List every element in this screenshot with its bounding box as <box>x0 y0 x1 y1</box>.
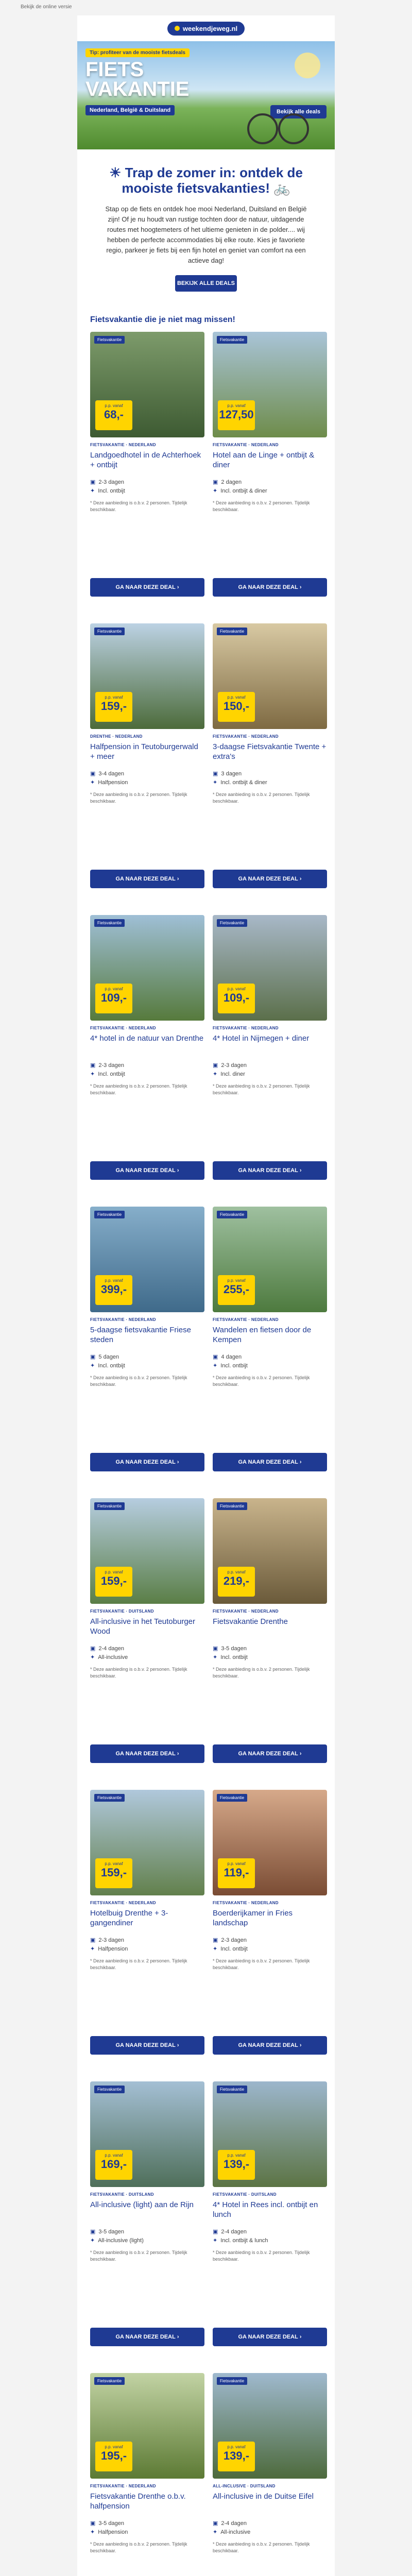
price-tag <box>218 1567 255 1597</box>
deal-title[interactable]: Fietsvakantie Drenthe <box>213 1617 288 1626</box>
price-amount: 119,- <box>224 1866 249 1879</box>
deal-board: Incl. ontbijt <box>98 1071 125 1077</box>
calendar-icon: ▣ <box>90 1646 96 1652</box>
price-label: p.p. vanaf <box>227 987 246 991</box>
hero-subtitle: Nederland, België & Duitsland <box>85 105 175 115</box>
deal-badge: Fietsvakantie <box>94 919 125 927</box>
calendar-icon: ▣ <box>213 771 218 777</box>
intro-body: Stap op de fiets en ontdek hoe mooi Nederland, Duitsland en België zijn! Of je nu houdt van rustige tochten door de natuur, uitdagende routes met hoogtemeters of het ultieme genieten in de polder.... wij hebben de perfecte accommodaties bij elke route. Kies je favoriete regio, parkeer je fiets bij een fijn hotel en geniet van comfort na een actieve dag! <box>105 205 307 264</box>
go-to-deal-label: GA NAAR DEZE DEAL <box>238 584 298 590</box>
deal-title[interactable]: All-inclusive (light) aan de Rijn <box>90 2200 194 2209</box>
intro-title: ☀ Trap de zomer in: ontdek de mooiste fietsvakanties! 🚲 <box>109 165 303 196</box>
deal-duration: 3-5 dagen <box>98 2229 124 2235</box>
deal-image[interactable] <box>90 332 204 437</box>
cutlery-icon: ✦ <box>90 779 95 786</box>
cutlery-icon: ✦ <box>90 1363 95 1369</box>
email-column <box>77 15 335 2576</box>
price-tag <box>95 1858 132 1888</box>
price-amount: 109,- <box>100 991 127 1004</box>
deal-info <box>90 2228 204 2245</box>
deal-card[interactable] <box>213 1498 327 1776</box>
price-label: p.p. vanaf <box>105 1570 123 1574</box>
deal-image[interactable] <box>213 2081 327 2187</box>
deal-card[interactable] <box>90 1790 204 2068</box>
deal-badge: Fietsvakantie <box>217 1794 247 1802</box>
deal-duration: 2-3 dagen <box>98 479 124 485</box>
go-to-deal-button[interactable]: GA NAAR DEZE DEAL › <box>90 2036 204 2055</box>
deal-fine-print: * Deze aanbieding is o.b.v. 2 personen. Tijdelijk beschikbaar. <box>90 1083 187 1095</box>
price-tag <box>218 2442 255 2471</box>
deal-card[interactable] <box>90 1207 204 1485</box>
deal-info <box>90 478 204 496</box>
price-tag <box>95 1275 132 1305</box>
deal-duration: 2-4 dagen <box>221 2229 247 2235</box>
deal-category: FIETSVAKANTIE · NEDERLAND <box>90 1317 156 1322</box>
deal-badge: Fietsvakantie <box>94 1502 125 1510</box>
price-label: p.p. vanaf <box>227 403 246 408</box>
price-tag <box>218 1275 255 1305</box>
deal-board: Halfpension <box>98 2529 128 2535</box>
deal-duration: 2-3 dagen <box>98 1937 124 1943</box>
calendar-icon: ▣ <box>213 1354 218 1360</box>
cutlery-icon: ✦ <box>90 2238 95 2244</box>
deal-duration: 2-4 dagen <box>98 1646 124 1652</box>
sun-icon <box>175 26 180 31</box>
hero-tagline: Tip: profiteer van de mooiste fietsdeals <box>85 48 190 57</box>
deal-duration: 3 dagen <box>221 771 242 777</box>
calendar-icon: ▣ <box>213 1937 218 1943</box>
go-to-deal-button[interactable]: GA NAAR DEZE DEAL › <box>213 2328 327 2346</box>
deal-board: Incl. ontbijt <box>98 488 125 494</box>
deal-info <box>213 770 327 787</box>
cutlery-icon: ✦ <box>90 1946 95 1952</box>
deal-fine-print: * Deze aanbieding is o.b.v. 2 personen. Tijdelijk beschikbaar. <box>213 2541 310 2553</box>
price-amount: 195,- <box>100 2449 127 2462</box>
price-tag <box>95 1567 132 1597</box>
deal-info <box>213 1061 327 1079</box>
calendar-icon: ▣ <box>90 1062 96 1069</box>
deal-info <box>213 1936 327 1954</box>
deal-image[interactable] <box>90 623 204 729</box>
cutlery-icon: ✦ <box>213 1654 218 1660</box>
go-to-deal-button[interactable]: GA NAAR DEZE DEAL › <box>213 578 327 597</box>
calendar-icon: ▣ <box>90 2229 96 2235</box>
deal-badge: Fietsvakantie <box>94 2086 125 2093</box>
cutlery-icon: ✦ <box>90 1071 95 1077</box>
price-amount: 159,- <box>100 1574 127 1587</box>
deal-category: FIETSVAKANTIE · DUITSLAND <box>90 1609 154 1614</box>
cutlery-icon: ✦ <box>213 2529 218 2535</box>
hero-title-line1: FIETS <box>85 58 144 81</box>
deal-duration: 2-3 dagen <box>221 1062 247 1069</box>
price-label: p.p. vanaf <box>105 695 123 700</box>
deal-image[interactable] <box>90 915 204 1021</box>
calendar-icon: ▣ <box>90 479 96 485</box>
go-to-deal-label: GA NAAR DEZE DEAL <box>115 584 176 590</box>
deal-card[interactable] <box>213 915 327 1193</box>
deal-title[interactable]: 5-daagse fietsvakantie Friese steden <box>90 1326 191 1344</box>
go-to-deal-button[interactable]: GA NAAR DEZE DEAL › <box>213 870 327 888</box>
deal-badge: Fietsvakantie <box>94 1211 125 1218</box>
calendar-icon: ▣ <box>213 2229 218 2235</box>
price-label: p.p. vanaf <box>105 1278 123 1283</box>
cutlery-icon: ✦ <box>90 488 95 494</box>
deal-duration: 4 dagen <box>221 1354 242 1360</box>
deal-image[interactable] <box>213 2373 327 2479</box>
deal-info <box>213 1645 327 1662</box>
deal-board: Incl. ontbijt <box>220 1363 248 1369</box>
deal-badge: Fietsvakantie <box>94 628 125 635</box>
deal-category: FIETSVAKANTIE · NEDERLAND <box>213 1026 279 1030</box>
deal-fine-print: * Deze aanbieding is o.b.v. 2 personen. Tijdelijk beschikbaar. <box>90 1375 187 1387</box>
hero-title <box>85 60 189 99</box>
price-tag <box>218 692 255 722</box>
deal-info <box>213 2519 327 2537</box>
price-label: p.p. vanaf <box>105 403 123 408</box>
price-label: p.p. vanaf <box>105 2445 123 2449</box>
view-all-deals-button[interactable]: BEKIJK ALLE DEALS <box>175 275 237 292</box>
deal-image[interactable] <box>90 2373 204 2479</box>
calendar-icon: ▣ <box>213 479 218 485</box>
price-amount: 150,- <box>223 700 250 713</box>
deal-card[interactable] <box>213 1790 327 2068</box>
deal-title[interactable]: All-inclusive in het Teutoburger Wood <box>90 1617 196 1636</box>
deal-board: All-inclusive (light) <box>98 2238 144 2244</box>
price-tag <box>218 984 255 1013</box>
deal-image[interactable] <box>90 1498 204 1604</box>
deal-title[interactable]: 4* hotel in de natuur van Drenthe <box>90 1034 204 1043</box>
price-amount: 219,- <box>223 1574 250 1587</box>
bicycle-wheel-icon <box>247 113 278 144</box>
deal-info <box>213 1353 327 1370</box>
calendar-icon: ▣ <box>90 771 96 777</box>
deal-category: FIETSVAKANTIE · NEDERLAND <box>90 443 156 447</box>
deal-title[interactable]: Halfpension in Teutoburgerwald + meer <box>90 742 198 761</box>
cutlery-icon: ✦ <box>213 779 218 786</box>
go-to-deal-button[interactable]: GA NAAR DEZE DEAL › <box>90 578 204 597</box>
price-label: p.p. vanaf <box>105 1861 123 1866</box>
cutlery-icon: ✦ <box>213 2238 218 2244</box>
deal-info <box>90 2519 204 2537</box>
hero-title-line2: VAKANTIE <box>85 78 190 100</box>
go-to-deal-label: GA NAAR DEZE DEAL <box>115 1459 176 1465</box>
bicycle-wheel-icon <box>278 113 309 144</box>
deal-duration: 2-3 dagen <box>98 1062 124 1069</box>
cutlery-icon: ✦ <box>90 1654 95 1660</box>
deal-board: Halfpension <box>98 1946 128 1952</box>
hero-banner[interactable] <box>77 41 335 149</box>
deal-badge: Fietsvakantie <box>217 1502 247 1510</box>
price-tag <box>95 984 132 1013</box>
deal-board: Incl. ontbijt <box>220 1654 248 1660</box>
price-amount: 159,- <box>100 1866 127 1879</box>
sun-icon <box>295 53 320 78</box>
deal-category: FIETSVAKANTIE · NEDERLAND <box>213 1317 279 1322</box>
calendar-icon: ▣ <box>90 1354 96 1360</box>
go-to-deal-button[interactable]: GA NAAR DEZE DEAL › <box>90 1161 204 1180</box>
go-to-deal-label: GA NAAR DEZE DEAL <box>238 2334 298 2340</box>
deal-duration: 3-5 dagen <box>221 1646 247 1652</box>
preheader[interactable]: Bekijk de online versie <box>21 4 72 10</box>
deal-fine-print: * Deze aanbieding is o.b.v. 2 personen. Tijdelijk beschikbaar. <box>213 792 310 804</box>
deal-image[interactable] <box>213 915 327 1021</box>
price-tag <box>95 400 132 430</box>
header <box>77 15 335 41</box>
deal-image[interactable] <box>90 1790 204 1895</box>
deal-board: Incl. ontbijt & diner <box>220 488 267 494</box>
deal-info <box>90 1936 204 1954</box>
price-amount: 169,- <box>100 2158 127 2171</box>
cutlery-icon: ✦ <box>213 1363 218 1369</box>
deal-card[interactable] <box>90 915 204 1193</box>
go-to-deal-label: GA NAAR DEZE DEAL <box>238 1751 298 1757</box>
cutlery-icon: ✦ <box>90 2529 95 2535</box>
deal-category: FIETSVAKANTIE · DUITSLAND <box>213 2192 277 2197</box>
deal-fine-print: * Deze aanbieding is o.b.v. 2 personen. Tijdelijk beschikbaar. <box>90 792 187 804</box>
price-amount: 159,- <box>100 700 127 713</box>
calendar-icon: ▣ <box>90 2520 96 2527</box>
deal-image[interactable] <box>213 1207 327 1312</box>
price-amount: 399,- <box>100 1283 127 1296</box>
deal-image[interactable] <box>213 1790 327 1895</box>
deal-grid <box>77 332 335 2576</box>
price-tag <box>218 2150 255 2180</box>
price-label: p.p. vanaf <box>227 1570 246 1574</box>
deal-card[interactable] <box>213 623 327 902</box>
price-label: p.p. vanaf <box>227 2153 246 2158</box>
deal-badge: Fietsvakantie <box>94 2377 125 2385</box>
go-to-deal-button[interactable]: GA NAAR DEZE DEAL › <box>213 1744 327 1763</box>
deal-title[interactable]: Hotel aan de Linge + ontbijt & diner <box>213 451 315 469</box>
price-tag <box>95 692 132 722</box>
deal-duration: 5 dagen <box>98 1354 119 1360</box>
deal-board: All-inclusive <box>220 2529 251 2535</box>
deal-fine-print: * Deze aanbieding is o.b.v. 2 personen. Tijdelijk beschikbaar. <box>213 1083 310 1095</box>
go-to-deal-label: GA NAAR DEZE DEAL <box>238 876 298 882</box>
deal-category: FIETSVAKANTIE · NEDERLAND <box>213 1609 279 1614</box>
deal-fine-print: * Deze aanbieding is o.b.v. 2 personen. Tijdelijk beschikbaar. <box>90 500 187 512</box>
deal-duration: 3-5 dagen <box>98 2520 124 2527</box>
deal-badge: Fietsvakantie <box>217 336 247 344</box>
deal-board: Incl. ontbijt & diner <box>220 779 267 786</box>
cutlery-icon: ✦ <box>213 488 218 494</box>
deal-category: FIETSVAKANTIE · NEDERLAND <box>213 734 279 739</box>
go-to-deal-label: GA NAAR DEZE DEAL <box>238 2042 298 2048</box>
go-to-deal-label: GA NAAR DEZE DEAL <box>115 1751 176 1757</box>
deal-card[interactable] <box>213 1207 327 1485</box>
go-to-deal-button[interactable]: GA NAAR DEZE DEAL › <box>90 2328 204 2346</box>
deal-badge: Fietsvakantie <box>94 1794 125 1802</box>
deal-image[interactable] <box>90 2081 204 2187</box>
deal-board: Halfpension <box>98 779 128 786</box>
go-to-deal-button[interactable]: GA NAAR DEZE DEAL › <box>90 1744 204 1763</box>
deal-duration: 2-4 dagen <box>221 2520 247 2527</box>
deal-duration: 2 dagen <box>221 479 242 485</box>
deal-board: Incl. diner <box>220 1071 245 1077</box>
deal-board: Incl. ontbijt & lunch <box>220 2238 268 2244</box>
deal-fine-print: * Deze aanbieding is o.b.v. 2 personen. Tijdelijk beschikbaar. <box>213 500 310 512</box>
deal-fine-print: * Deze aanbieding is o.b.v. 2 personen. Tijdelijk beschikbaar. <box>213 1667 310 1679</box>
deal-card[interactable] <box>90 623 204 902</box>
logo[interactable] <box>167 22 245 36</box>
deal-category: ALL-INCLUSIVE · DUITSLAND <box>213 2484 276 2488</box>
deal-title[interactable]: 4* Hotel in Rees incl. ontbijt en lunch <box>213 2200 318 2219</box>
price-amount: 68,- <box>104 408 124 421</box>
deal-fine-print: * Deze aanbieding is o.b.v. 2 personen. Tijdelijk beschikbaar. <box>90 2250 187 2262</box>
intro-section <box>77 149 335 302</box>
deal-board: Incl. ontbijt <box>98 1363 125 1369</box>
deals-section-title: Fietsvakantie die je niet mag missen! <box>90 315 235 324</box>
deal-card[interactable] <box>90 2373 204 2576</box>
cutlery-icon: ✦ <box>213 1946 218 1952</box>
deal-title[interactable]: 3-daagse Fietsvakantie Twente + extra's <box>213 742 327 761</box>
calendar-icon: ▣ <box>213 2520 218 2527</box>
deal-badge: Fietsvakantie <box>217 1211 247 1218</box>
deal-badge: Fietsvakantie <box>217 919 247 927</box>
cutlery-icon: ✦ <box>213 1071 218 1077</box>
deal-fine-print: * Deze aanbieding is o.b.v. 2 personen. Tijdelijk beschikbaar. <box>90 2541 187 2553</box>
go-to-deal-button[interactable]: GA NAAR DEZE DEAL › <box>213 1161 327 1180</box>
deal-fine-print: * Deze aanbieding is o.b.v. 2 personen. Tijdelijk beschikbaar. <box>213 1375 310 1387</box>
price-amount: 139,- <box>223 2158 250 2171</box>
go-to-deal-button[interactable]: GA NAAR DEZE DEAL › <box>90 870 204 888</box>
deal-title[interactable]: Wandelen en fietsen door de Kempen <box>213 1326 312 1344</box>
deal-info <box>90 1645 204 1662</box>
price-amount: 127,50 <box>219 408 254 421</box>
logo-text: weekendjeweg.nl <box>182 24 238 32</box>
deal-fine-print: * Deze aanbieding is o.b.v. 2 personen. Tijdelijk beschikbaar. <box>90 1958 187 1970</box>
calendar-icon: ▣ <box>213 1062 218 1069</box>
deal-fine-print: * Deze aanbieding is o.b.v. 2 personen. Tijdelijk beschikbaar. <box>213 2250 310 2262</box>
deal-card[interactable] <box>213 2373 327 2576</box>
go-to-deal-label: GA NAAR DEZE DEAL <box>115 2042 176 2048</box>
deal-badge: Fietsvakantie <box>217 628 247 635</box>
deal-image[interactable] <box>213 623 327 729</box>
price-tag <box>218 1858 255 1888</box>
deal-card[interactable] <box>90 2081 204 2360</box>
hero-cta-button[interactable]: Bekijk alle deals <box>270 105 327 118</box>
deal-image[interactable] <box>213 1498 327 1604</box>
go-to-deal-label: GA NAAR DEZE DEAL <box>115 1167 176 1174</box>
deal-title[interactable]: Landgoedhotel in de Achterhoek + ontbijt <box>90 451 201 469</box>
deal-board: All-inclusive <box>98 1654 128 1660</box>
deal-info <box>90 770 204 787</box>
deal-category: FIETSVAKANTIE · NEDERLAND <box>90 2484 156 2488</box>
deal-fine-print: * Deze aanbieding is o.b.v. 2 personen. Tijdelijk beschikbaar. <box>213 1958 310 1970</box>
deal-card[interactable] <box>213 332 327 610</box>
deal-duration: 2-3 dagen <box>221 1937 247 1943</box>
go-to-deal-button[interactable]: GA NAAR DEZE DEAL › <box>213 1453 327 1471</box>
go-to-deal-button[interactable]: GA NAAR DEZE DEAL › <box>213 2036 327 2055</box>
price-label: p.p. vanaf <box>105 2153 123 2158</box>
calendar-icon: ▣ <box>213 1646 218 1652</box>
deal-title[interactable]: Fietsvakantie Drenthe o.b.v. halfpension <box>90 2492 186 2511</box>
deal-image[interactable] <box>213 332 327 437</box>
price-amount: 255,- <box>223 1283 250 1296</box>
deal-title[interactable]: Boerderijkamer in Fries landschap <box>213 1909 293 1927</box>
go-to-deal-label: GA NAAR DEZE DEAL <box>238 1459 298 1465</box>
deal-card[interactable] <box>90 1498 204 1776</box>
deal-board: Incl. ontbijt <box>220 1946 248 1952</box>
price-tag <box>95 2442 132 2471</box>
deal-card[interactable] <box>90 332 204 610</box>
deal-category: DRENTHE · NEDERLAND <box>90 734 143 739</box>
deal-badge: Fietsvakantie <box>217 2086 247 2093</box>
deal-title[interactable]: All-inclusive in de Duitse Eifel <box>213 2492 314 2501</box>
deal-category: FIETSVAKANTIE · NEDERLAND <box>90 1026 156 1030</box>
deal-info <box>213 2228 327 2245</box>
deal-category: FIETSVAKANTIE · NEDERLAND <box>213 1901 279 1905</box>
deal-category: FIETSVAKANTIE · DUITSLAND <box>90 2192 154 2197</box>
price-amount: 139,- <box>223 2449 250 2462</box>
deal-badge: Fietsvakantie <box>94 336 125 344</box>
price-tag <box>218 400 255 430</box>
deal-info <box>213 478 327 496</box>
deal-title[interactable]: Hotelbuig Drenthe + 3-gangendiner <box>90 1909 168 1927</box>
price-label: p.p. vanaf <box>227 2445 246 2449</box>
deal-image[interactable] <box>90 1207 204 1312</box>
go-to-deal-button[interactable]: GA NAAR DEZE DEAL › <box>90 1453 204 1471</box>
go-to-deal-label: GA NAAR DEZE DEAL <box>115 876 176 882</box>
go-to-deal-label: GA NAAR DEZE DEAL <box>115 2334 176 2340</box>
calendar-icon: ▣ <box>90 1937 96 1943</box>
price-tag <box>95 2150 132 2180</box>
deal-fine-print: * Deze aanbieding is o.b.v. 2 personen. Tijdelijk beschikbaar. <box>90 1667 187 1679</box>
price-label: p.p. vanaf <box>227 695 246 700</box>
deal-category: FIETSVAKANTIE · NEDERLAND <box>213 443 279 447</box>
deal-badge: Fietsvakantie <box>217 2377 247 2385</box>
deal-info <box>90 1061 204 1079</box>
deal-category: FIETSVAKANTIE · NEDERLAND <box>90 1901 156 1905</box>
deal-title[interactable]: 4* Hotel in Nijmegen + diner <box>213 1034 310 1043</box>
price-label: p.p. vanaf <box>227 1861 246 1866</box>
deal-info <box>90 1353 204 1370</box>
deal-duration: 3-4 dagen <box>98 771 124 777</box>
price-label: p.p. vanaf <box>227 1278 246 1283</box>
go-to-deal-label: GA NAAR DEZE DEAL <box>238 1167 298 1174</box>
price-amount: 109,- <box>223 991 250 1004</box>
price-label: p.p. vanaf <box>105 987 123 991</box>
deal-card[interactable] <box>213 2081 327 2360</box>
